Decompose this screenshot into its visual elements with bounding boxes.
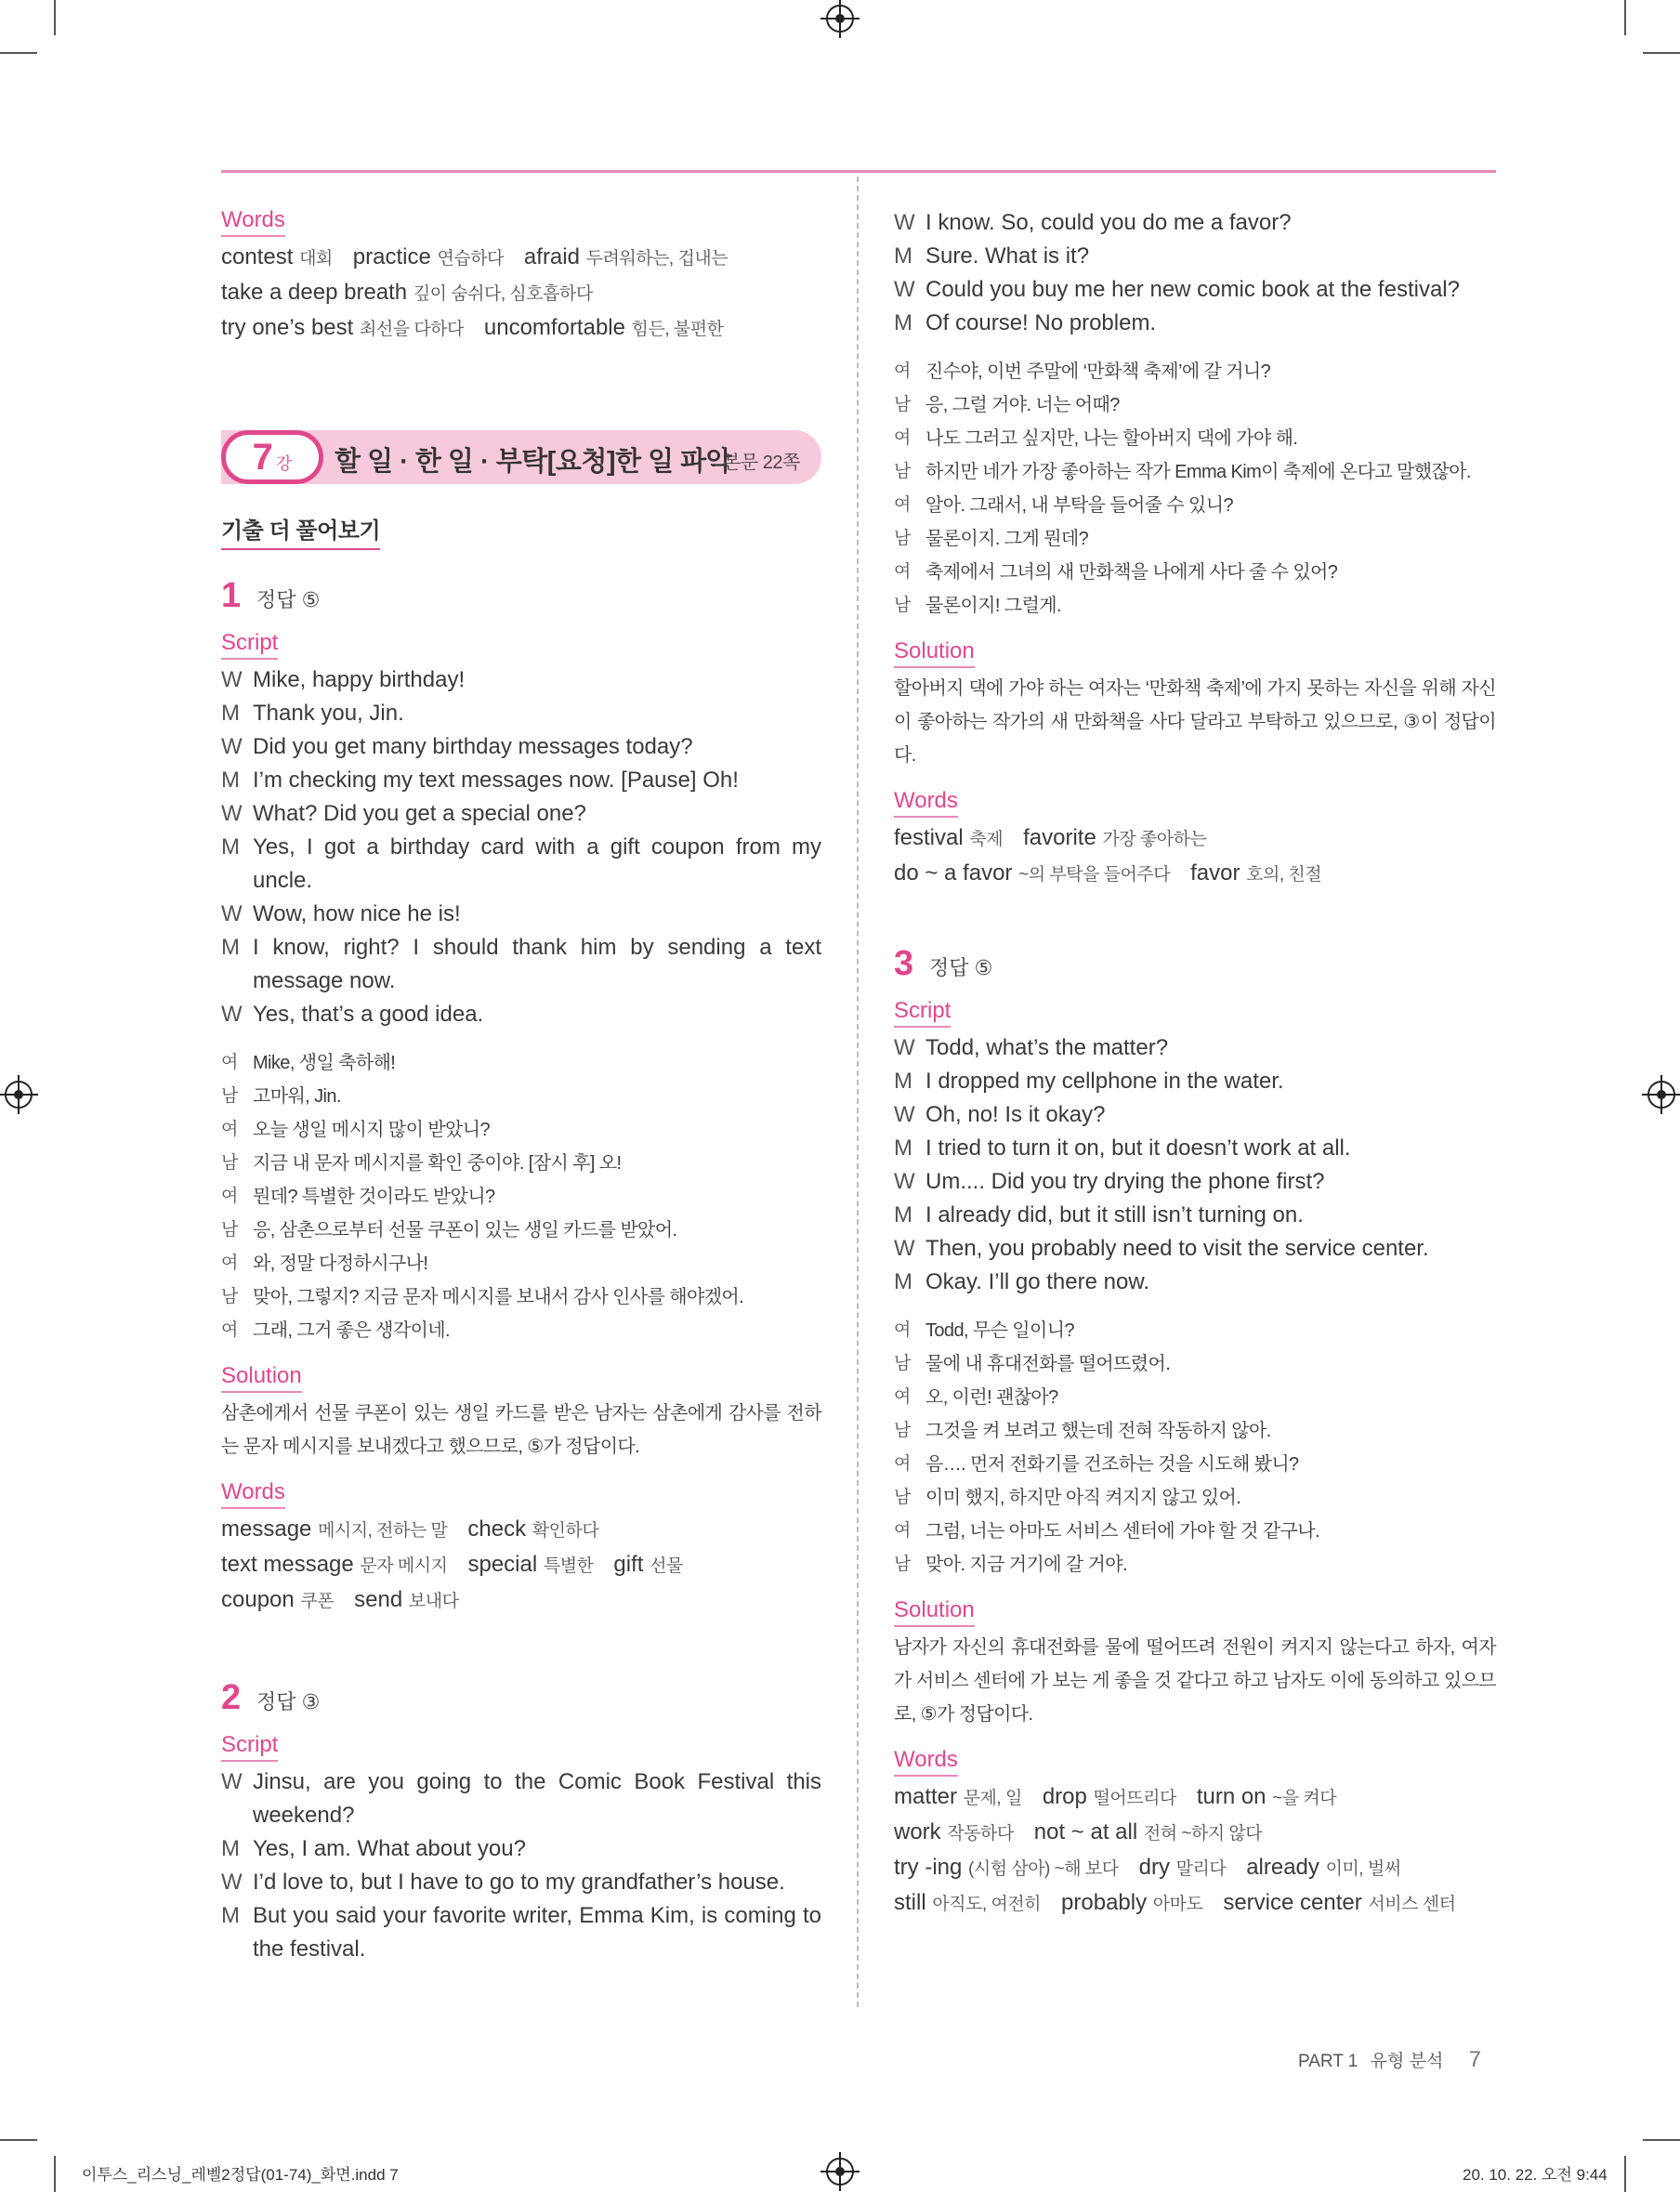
solution-label: Solution bbox=[894, 1596, 975, 1627]
speaker-label: M bbox=[221, 768, 240, 793]
speaker-label: W bbox=[221, 1769, 243, 1794]
words-line bbox=[221, 1583, 821, 1619]
lesson-banner bbox=[221, 430, 821, 484]
crop-mark bbox=[54, 0, 56, 35]
word-term: favor bbox=[1190, 860, 1240, 886]
dialogue-text: I know. So, could you do me a favor? bbox=[925, 210, 1292, 235]
dialogue-text: 그것을 켜 보려고 했는데 전혀 작동하지 않아. bbox=[925, 1421, 1271, 1441]
dialogue-text: 물에 내 휴대전화를 떨어뜨렸어. bbox=[925, 1354, 1171, 1374]
word-term: service center bbox=[1223, 1890, 1362, 1915]
word-term: turn on bbox=[1196, 1784, 1267, 1809]
translation-line bbox=[894, 1381, 1496, 1414]
speaker-label: M bbox=[221, 834, 240, 860]
translation-dialogue bbox=[894, 355, 1496, 623]
dialogue-line bbox=[894, 1031, 1496, 1065]
dialogue-line bbox=[221, 998, 821, 1031]
translation-line bbox=[221, 1247, 821, 1280]
dialogue-text: Yes, that’s a good idea. bbox=[253, 1002, 484, 1027]
dialogue-text: I’m checking my text messages now. [Pause] Oh! bbox=[253, 768, 739, 793]
words-list bbox=[894, 821, 1496, 892]
words-line bbox=[894, 1851, 1496, 1886]
dialogue-text: 와, 정말 다정하시구나! bbox=[253, 1254, 428, 1274]
dialogue-line bbox=[894, 1065, 1496, 1098]
dialogue-text: 알아. 그래서, 내 부탁을 들어줄 수 있니? bbox=[925, 495, 1233, 516]
translation-line bbox=[221, 1147, 821, 1180]
dialogue-line bbox=[894, 1266, 1496, 1299]
question-header bbox=[894, 944, 1496, 984]
speaker-label: 남 bbox=[221, 1220, 239, 1240]
word-term: festival bbox=[894, 825, 964, 850]
crop-mark bbox=[1624, 2156, 1626, 2192]
dialogue-text: I’d love to, but I have to go to my grandfather’s house. bbox=[253, 1870, 785, 1895]
speaker-label: W bbox=[894, 1169, 915, 1194]
speaker-label: W bbox=[221, 1870, 243, 1895]
speaker-label: 여 bbox=[221, 1053, 239, 1072]
right-column bbox=[894, 206, 1496, 1922]
word-term: practice bbox=[352, 244, 431, 269]
speaker-label: M bbox=[894, 243, 912, 269]
speaker-label: M bbox=[894, 1069, 912, 1094]
dialogue-line bbox=[221, 663, 821, 697]
speaker-label: 여 bbox=[894, 361, 912, 381]
words-label: Words bbox=[894, 1746, 958, 1777]
dialogue-text: 고마워, Jin. bbox=[253, 1086, 341, 1107]
translation-dialogue bbox=[894, 1314, 1496, 1582]
translation-line bbox=[894, 422, 1496, 455]
words-line bbox=[894, 821, 1496, 857]
word-term: try one’s best bbox=[221, 315, 354, 340]
dialogue-text: 맞아, 그렇지? 지금 문자 메시지를 보내서 감사 인사를 해야겠어. bbox=[253, 1287, 744, 1307]
dialogue-text: 응, 그럴 거야. 너는 어때? bbox=[925, 395, 1120, 415]
translation-line bbox=[221, 1314, 821, 1347]
words-line bbox=[221, 1513, 821, 1548]
words-line bbox=[894, 1816, 1496, 1851]
answer-label: 정답 ⑤ bbox=[929, 956, 993, 979]
dialogue-text: Todd, 무슨 일이니? bbox=[925, 1320, 1074, 1341]
question-number: 3 bbox=[894, 944, 914, 983]
solution-label: Solution bbox=[221, 1362, 302, 1393]
footer-section: 유형 분석 bbox=[1370, 2052, 1444, 2071]
word-meaning: 보내다 bbox=[408, 1592, 459, 1611]
word-term: do ~ a favor bbox=[894, 860, 1013, 886]
speaker-label: 여 bbox=[221, 1254, 239, 1273]
word-term: special bbox=[467, 1552, 538, 1577]
translation-line bbox=[894, 522, 1496, 556]
dialogue-line bbox=[894, 1232, 1496, 1266]
word-meaning: 축제 bbox=[969, 830, 1004, 849]
solution-label: Solution bbox=[894, 637, 975, 668]
word-meaning: 아직도, 여전히 bbox=[932, 1895, 1042, 1914]
word-term: drop bbox=[1042, 1784, 1087, 1809]
dialogue-text: Wow, how nice he is! bbox=[253, 901, 461, 926]
question-number: 1 bbox=[221, 576, 242, 615]
dialogue-line bbox=[894, 307, 1496, 340]
word-term: contest bbox=[221, 244, 294, 269]
word-term: text message bbox=[221, 1552, 354, 1577]
speaker-label: 남 bbox=[894, 1421, 912, 1440]
word-term: take a deep breath bbox=[221, 280, 408, 305]
speaker-label: 남 bbox=[221, 1086, 239, 1106]
word-term: dry bbox=[1138, 1855, 1170, 1880]
translation-line bbox=[221, 1113, 821, 1147]
words-list bbox=[894, 1780, 1496, 1922]
dialogue-line bbox=[221, 931, 821, 998]
word-meaning: ~을 켜다 bbox=[1272, 1789, 1337, 1808]
translation-line bbox=[894, 455, 1496, 489]
words-label: Words bbox=[221, 1478, 285, 1509]
speaker-label: M bbox=[221, 1836, 240, 1861]
word-term: try -ing bbox=[894, 1855, 963, 1880]
dialogue-text: Then, you probably need to visit the service center. bbox=[925, 1236, 1429, 1261]
dialogue-text: Yes, I am. What about you? bbox=[253, 1836, 526, 1861]
word-term: check bbox=[467, 1516, 527, 1542]
word-term: favorite bbox=[1023, 825, 1096, 850]
speaker-label: 여 bbox=[894, 495, 912, 515]
registration-mark-icon bbox=[5, 1081, 33, 1109]
word-meaning: 말리다 bbox=[1175, 1859, 1227, 1879]
translation-line bbox=[894, 1481, 1496, 1515]
crop-mark bbox=[1643, 52, 1680, 54]
speaker-label: 남 bbox=[894, 395, 912, 414]
answer-label: 정답 ③ bbox=[256, 1690, 321, 1713]
word-meaning: 연습하다 bbox=[437, 249, 504, 269]
dialogue-text: I know, right? I should thank him by sending a text message now. bbox=[253, 935, 821, 993]
speaker-label: W bbox=[894, 1035, 915, 1060]
dialogue-text: Of course! No problem. bbox=[925, 310, 1157, 335]
word-meaning: 전혀 ~하지 않다 bbox=[1143, 1824, 1263, 1844]
translation-dialogue bbox=[221, 1046, 821, 1347]
translation-line bbox=[221, 1180, 821, 1214]
slug-filename: 이투스_리스닝_레벨2정답(01-74)_화면.indd 7 bbox=[82, 2166, 399, 2184]
speaker-label: M bbox=[894, 1202, 912, 1227]
dialogue-text: Yes, I got a birthday card with a gift coupon from my uncle. bbox=[253, 834, 821, 893]
dialogue-line bbox=[894, 1098, 1496, 1132]
word-term: still bbox=[894, 1890, 926, 1915]
speaker-label: 여 bbox=[221, 1320, 239, 1340]
speaker-label: 남 bbox=[894, 529, 912, 548]
word-meaning: 특별한 bbox=[543, 1556, 594, 1576]
speaker-label: M bbox=[221, 935, 240, 960]
speaker-label: 여 bbox=[894, 562, 912, 582]
word-meaning: 이미, 벌써 bbox=[1325, 1859, 1401, 1879]
dialogue-text: 이미 했지, 하지만 아직 켜지지 않고 있어. bbox=[925, 1488, 1241, 1508]
speaker-label: 여 bbox=[894, 428, 912, 448]
solution-text: 할아버지 댁에 가야 하는 여자는 ‘만화책 축제’에 가지 못하는 자신을 위해 자신이 좋아하는 작가의 새 만화책을 사다 달라고 부탁하고 있으므로, ③이 정답이다. bbox=[894, 678, 1496, 766]
dialogue-text: 축제에서 그녀의 새 만화책을 나에게 사다 줄 수 있어? bbox=[925, 562, 1338, 583]
dialogue-text: 맞아. 지금 거기에 갈 거야. bbox=[925, 1555, 1127, 1575]
question-header bbox=[221, 576, 821, 616]
dialogue-line bbox=[894, 273, 1496, 307]
left-column bbox=[221, 206, 821, 1966]
word-meaning: 가장 좋아하는 bbox=[1102, 830, 1207, 849]
dialogue-text: 음…. 먼저 전화기를 건조하는 것을 시도해 봤니? bbox=[925, 1454, 1299, 1475]
dialogue-text: Jinsu, are you going to the Comic Book Festival this weekend? bbox=[253, 1769, 821, 1828]
speaker-label: W bbox=[894, 1102, 915, 1127]
words-line bbox=[221, 241, 821, 276]
speaker-label: M bbox=[894, 1269, 912, 1294]
speaker-label: 남 bbox=[894, 1354, 912, 1373]
word-term: work bbox=[894, 1819, 941, 1844]
lesson-unit: 강 bbox=[275, 454, 293, 473]
speaker-label: 여 bbox=[221, 1187, 239, 1206]
dialogue-text: 뭔데? 특별한 것이라도 받았니? bbox=[253, 1187, 495, 1207]
translation-line bbox=[894, 1314, 1496, 1347]
question-number: 2 bbox=[221, 1678, 242, 1717]
translation-line bbox=[221, 1214, 821, 1247]
dialogue-text: 응, 삼촌으로부터 선물 쿠폰이 있는 생일 카드를 받았어. bbox=[253, 1220, 677, 1240]
crop-mark bbox=[0, 52, 37, 54]
lesson-page-ref: 본문 22쪽 bbox=[723, 453, 800, 473]
answer-label: 정답 ⑤ bbox=[256, 588, 321, 611]
speaker-label: 남 bbox=[894, 1555, 912, 1574]
translation-line bbox=[894, 556, 1496, 589]
translation-line bbox=[894, 489, 1496, 522]
crop-mark bbox=[1624, 0, 1626, 35]
speaker-label: W bbox=[221, 1002, 243, 1027]
word-term: coupon bbox=[221, 1587, 295, 1612]
translation-line bbox=[894, 1548, 1496, 1582]
word-meaning: 문자 메시지 bbox=[360, 1556, 448, 1576]
word-meaning: 쿠폰 bbox=[300, 1592, 335, 1611]
speaker-label: 남 bbox=[221, 1153, 239, 1173]
word-meaning: 선물 bbox=[650, 1556, 683, 1576]
dialogue-text: 그럼, 너는 아마도 서비스 센터에 가야 할 것 같구나. bbox=[925, 1521, 1319, 1542]
registration-mark-icon bbox=[826, 5, 854, 33]
dialogue-text: Oh, no! Is it okay? bbox=[925, 1102, 1106, 1127]
word-meaning: 아마도 bbox=[1152, 1895, 1203, 1914]
dialogue-text: Mike, 생일 축하해! bbox=[253, 1053, 396, 1073]
word-meaning: 서비스 센터 bbox=[1368, 1895, 1456, 1914]
speaker-label: W bbox=[221, 801, 243, 826]
speaker-label: W bbox=[221, 734, 243, 759]
word-term: message bbox=[221, 1516, 312, 1542]
word-term: send bbox=[354, 1587, 403, 1612]
translation-line bbox=[894, 1414, 1496, 1448]
dialogue-line bbox=[221, 1832, 821, 1866]
dialogue-line bbox=[894, 1165, 1496, 1199]
words-line bbox=[221, 311, 821, 347]
word-meaning: 힘든, 불편한 bbox=[631, 320, 724, 339]
translation-line bbox=[894, 1515, 1496, 1548]
words-line bbox=[221, 276, 821, 311]
dialogue-text: 진수야, 이번 주말에 ‘만화책 축제’에 갈 거니? bbox=[925, 361, 1271, 382]
footer-part: PART 1 bbox=[1297, 2052, 1358, 2071]
dialogue-text: Um.... Did you try drying the phone first? bbox=[925, 1169, 1325, 1194]
word-meaning: 최선을 다하다 bbox=[359, 320, 464, 339]
slug-datetime: 20. 10. 22. 오전 9:44 bbox=[1463, 2166, 1608, 2184]
dialogue-line bbox=[221, 1765, 821, 1832]
solution-text: 남자가 자신의 휴대전화를 물에 떨어뜨려 전원이 켜지지 않는다고 하자, 여자가 서비스 센터에 가 보는 게 좋을 것 같다고 하고 남자도 이에 동의하고 있으므로, ⑤가 정답이다. bbox=[894, 1637, 1496, 1725]
translation-line bbox=[221, 1046, 821, 1080]
dialogue-text: Thank you, Jin. bbox=[253, 701, 404, 726]
lesson-number: 7 bbox=[252, 437, 273, 478]
word-term: not ~ at all bbox=[1033, 1819, 1138, 1844]
word-meaning: 떨어뜨리다 bbox=[1093, 1789, 1176, 1808]
dialogue-line bbox=[221, 764, 821, 797]
dialogue-text: 나도 그러고 싶지만, 나는 할아버지 댁에 가야 해. bbox=[925, 428, 1298, 449]
word-meaning: 메시지, 전하는 말 bbox=[318, 1521, 448, 1541]
dialogue-line bbox=[221, 1899, 821, 1966]
word-meaning: 대회 bbox=[299, 249, 333, 269]
dialogue-text: What? Did you get a special one? bbox=[253, 801, 586, 826]
speaker-label: M bbox=[221, 1903, 240, 1928]
speaker-label: W bbox=[221, 901, 243, 926]
dialogue-text: Mike, happy birthday! bbox=[253, 667, 466, 692]
dialogue-text: 지금 내 문자 메시지를 확인 중이야. [잠시 후] 오! bbox=[253, 1153, 622, 1174]
word-meaning: ~의 부탁을 들어주다 bbox=[1018, 865, 1171, 885]
dialogue-line bbox=[221, 697, 821, 730]
word-meaning: 깊이 숨쉬다, 심호흡하다 bbox=[413, 284, 593, 304]
dialogue-line bbox=[894, 206, 1496, 240]
words-list bbox=[221, 1513, 821, 1619]
dialogue-line bbox=[221, 1866, 821, 1899]
word-term: probably bbox=[1061, 1890, 1148, 1915]
dialogue-line bbox=[894, 240, 1496, 273]
speaker-label: W bbox=[221, 667, 243, 692]
speaker-label: 여 bbox=[894, 1521, 912, 1541]
question-header bbox=[221, 1678, 821, 1718]
dialogue-text: But you said your favorite writer, Emma Kim, is coming to the festival. bbox=[253, 1903, 821, 1962]
word-meaning: 호의, 친절 bbox=[1246, 865, 1322, 885]
registration-mark-icon bbox=[826, 2158, 854, 2185]
dialogue-text: I tried to turn it on, but it doesn’t work at all. bbox=[925, 1135, 1351, 1161]
word-meaning: 작동하다 bbox=[947, 1824, 1014, 1844]
word-meaning: 확인하다 bbox=[532, 1521, 599, 1541]
speaker-label: W bbox=[894, 277, 915, 302]
speaker-label: W bbox=[894, 210, 915, 235]
word-term: uncomfortable bbox=[483, 315, 625, 340]
dialogue-line bbox=[221, 730, 821, 764]
translation-line bbox=[894, 1347, 1496, 1381]
dialogue-line bbox=[221, 831, 821, 898]
speaker-label: 남 bbox=[221, 1287, 239, 1306]
page-footer bbox=[1298, 2047, 1481, 2073]
registration-mark-icon bbox=[1647, 1081, 1675, 1109]
script-dialogue bbox=[221, 663, 821, 1031]
words-line bbox=[221, 1548, 821, 1583]
word-term: afraid bbox=[523, 244, 580, 269]
words-section bbox=[221, 206, 821, 347]
speaker-label: M bbox=[894, 1135, 912, 1161]
words-line bbox=[894, 1886, 1496, 1922]
speaker-label: 여 bbox=[894, 1387, 912, 1407]
speaker-label: 여 bbox=[221, 1120, 239, 1139]
translation-line bbox=[894, 388, 1496, 422]
words-line bbox=[894, 857, 1496, 892]
dialogue-line bbox=[894, 1199, 1496, 1232]
speaker-label: 남 bbox=[894, 1488, 912, 1507]
speaker-label: W bbox=[894, 1236, 915, 1261]
dialogue-text: Todd, what’s the matter? bbox=[925, 1035, 1169, 1060]
dialogue-text: I dropped my cellphone in the water. bbox=[925, 1069, 1284, 1094]
words-line bbox=[894, 1780, 1496, 1816]
word-meaning: 문제, 일 bbox=[963, 1789, 1022, 1808]
script-label: Script bbox=[221, 1731, 278, 1762]
column-divider bbox=[857, 177, 859, 2007]
dialogue-text: Could you buy me her new comic book at the festival? bbox=[925, 277, 1460, 302]
speaker-label: M bbox=[894, 310, 912, 335]
dialogue-text: 오늘 생일 메시지 많이 받았니? bbox=[253, 1120, 490, 1140]
word-meaning: 두려워하는, 겁내는 bbox=[585, 249, 728, 269]
script-label: Script bbox=[221, 629, 278, 660]
script-label: Script bbox=[894, 997, 951, 1028]
dialogue-line bbox=[221, 797, 821, 831]
dialogue-text: Did you get many birthday messages today? bbox=[253, 734, 693, 759]
speaker-label: 남 bbox=[894, 596, 912, 615]
dialogue-text: Sure. What is it? bbox=[925, 243, 1090, 269]
translation-line bbox=[221, 1280, 821, 1314]
speaker-label: 남 bbox=[894, 462, 912, 481]
speaker-label: M bbox=[221, 701, 240, 726]
dialogue-text: I already did, but it still isn’t turning on. bbox=[925, 1202, 1304, 1227]
solution-text: 삼촌에게서 선물 쿠폰이 있는 생일 카드를 받은 남자는 삼촌에게 감사를 전하는 문자 메시지를 보내겠다고 했으므로, ⑤가 정답이다. bbox=[221, 1403, 821, 1457]
dialogue-text: 하지만 네가 가장 좋아하는 작가 Emma Kim이 축제에 온다고 말했잖아. bbox=[925, 462, 1471, 482]
speaker-label: 여 bbox=[894, 1454, 912, 1474]
words-list bbox=[221, 241, 821, 347]
translation-line bbox=[894, 355, 1496, 388]
dialogue-text: 물론이지! 그럴게. bbox=[925, 596, 1061, 616]
dialogue-line bbox=[221, 898, 821, 931]
dialogue-text: Okay. I’ll go there now. bbox=[925, 1269, 1150, 1294]
translation-line bbox=[894, 589, 1496, 623]
dialogue-text: 그래, 그거 좋은 생각이네. bbox=[253, 1320, 450, 1341]
word-term: matter bbox=[894, 1784, 958, 1809]
speaker-label: 여 bbox=[894, 1320, 912, 1340]
top-rule bbox=[221, 170, 1496, 173]
translation-line bbox=[221, 1080, 821, 1113]
script-dialogue bbox=[894, 206, 1496, 340]
script-dialogue bbox=[221, 1765, 821, 1966]
dialogue-text: 물론이지. 그게 뭔데? bbox=[925, 529, 1089, 549]
lesson-badge bbox=[221, 430, 323, 484]
word-term: gift bbox=[613, 1552, 644, 1577]
word-meaning: (시험 삼아) ~해 보다 bbox=[968, 1859, 1119, 1879]
lesson-title: 할 일 · 한 일 · 부탁[요청]한 일 파악 bbox=[335, 447, 732, 477]
crop-mark bbox=[0, 2139, 37, 2141]
crop-mark bbox=[54, 2156, 56, 2192]
word-term: already bbox=[1246, 1855, 1319, 1880]
translation-line bbox=[894, 1448, 1496, 1481]
dialogue-line bbox=[894, 1132, 1496, 1165]
page-number: 7 bbox=[1468, 2047, 1481, 2072]
script-dialogue bbox=[894, 1031, 1496, 1299]
words-label: Words bbox=[894, 787, 958, 818]
crop-mark bbox=[1643, 2139, 1680, 2141]
words-label: Words bbox=[221, 206, 285, 237]
sub-heading: 기출 더 풀어보기 bbox=[221, 512, 380, 550]
dialogue-text: 오, 이런! 괜찮아? bbox=[925, 1387, 1058, 1408]
